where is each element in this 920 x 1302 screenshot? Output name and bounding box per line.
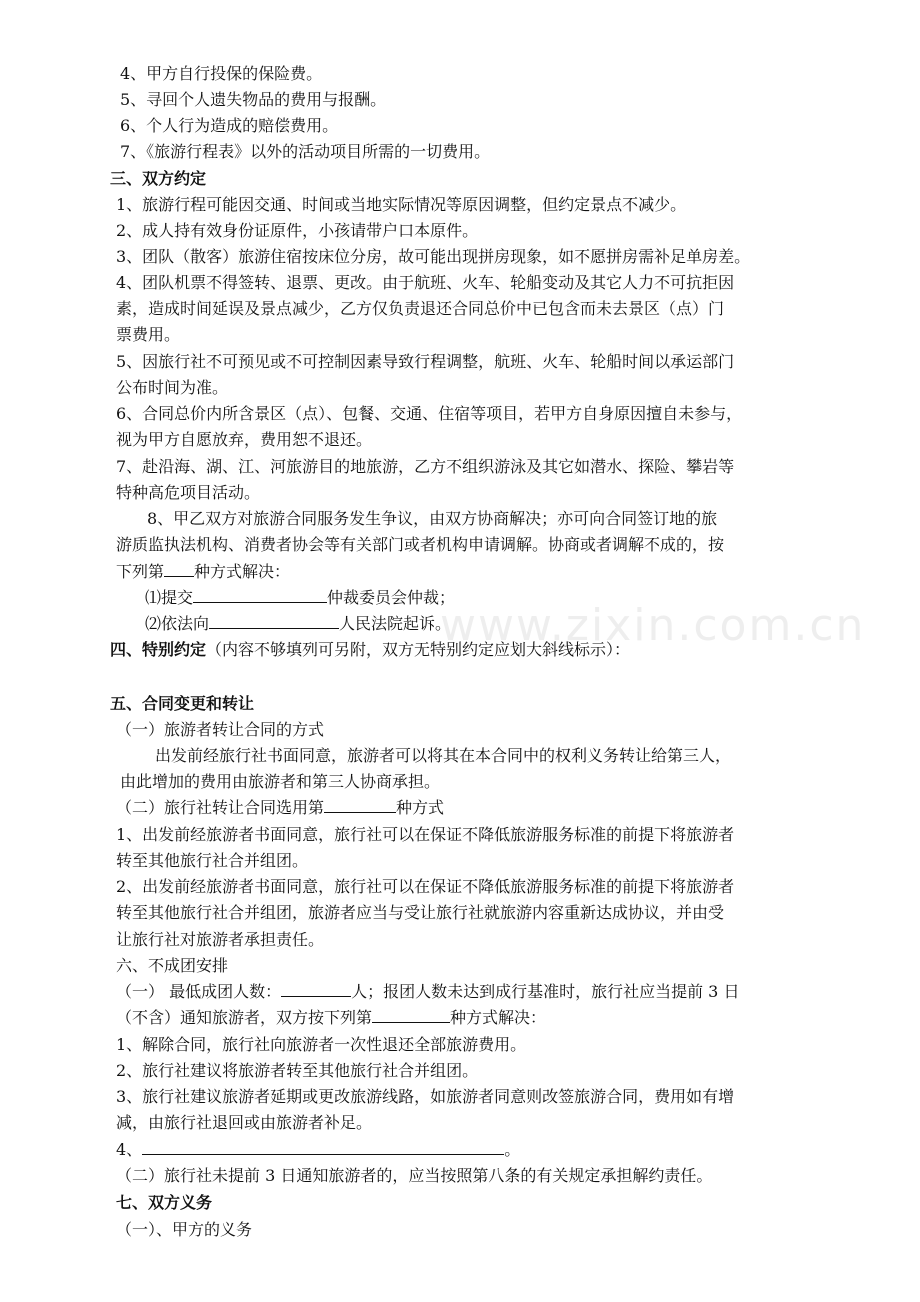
text-line: 公布时间为准。: [116, 378, 229, 397]
text-line: 素，造成时间延误及景点减少，乙方仅负责退还合同总价中已包含而未去景区（点）门: [116, 299, 725, 318]
text-segment: （二）旅行社转让合同选用第: [116, 798, 325, 817]
blank-line: [281, 980, 351, 997]
text-line: 1、出发前经旅游者书面同意，旅行社可以在保证不降低旅游服务标准的前提下将旅游者: [116, 825, 735, 844]
text-line: 2、旅行社建议将旅游者转至其他旅行社合并组团。: [116, 1061, 479, 1080]
text-segment: 种方式: [396, 798, 445, 817]
text-segment: 种方式解决：: [194, 562, 291, 581]
text-line: （二）旅行社未提前 3 日通知旅游者的，应当按照第八条的有关规定承担解约责任。: [116, 1166, 713, 1185]
text-line: 转至其他旅行社合并组团。: [116, 851, 309, 870]
text-line: 5、因旅行社不可预见或不可控制因素导致行程调整，航班、火车、轮船时间以承运部门: [116, 352, 735, 371]
text-segment: ⑴提交: [145, 588, 194, 607]
text-line: 1、解除合同，旅行社向旅游者一次性退还全部旅游费用。: [116, 1035, 527, 1054]
text-line: 让旅行社对旅游者承担责任。: [116, 930, 325, 949]
text-line: 由此增加的费用由旅游者和第三人协商承担。: [120, 772, 441, 791]
text-segment: 种方式解决：: [450, 1008, 547, 1027]
blank-line: [164, 560, 194, 577]
blank-line: [324, 796, 396, 813]
text-line: 8、甲乙双方对旅游合同服务发生争议，由双方协商解决；亦可向合同签订地的旅: [147, 509, 718, 528]
text-segment: 下列第: [116, 562, 165, 581]
text-line: 游质监执法机构、消费者协会等有关部门或者机构申请调解。协商或者调解不成的，按: [116, 535, 725, 554]
text-line: [145, 612, 451, 636]
text-line: 7、赴沿海、湖、江、河旅游目的地旅游，乙方不组织游泳及其它如潜水、探险、攀岩等: [116, 457, 735, 476]
text-segment: ⑵依法向: [145, 614, 210, 633]
blank-line: [209, 612, 339, 629]
section-heading: 三、双方约定: [110, 169, 207, 188]
text-line: [116, 980, 739, 1004]
text-line: [110, 638, 630, 662]
section-heading: 七、双方义务: [116, 1193, 213, 1212]
text-line: [116, 1138, 520, 1162]
text-line: [116, 1006, 546, 1030]
blank-line: [142, 1138, 504, 1155]
text-line: 7、《旅游行程表》以外的活动项目所需的一切费用。: [120, 142, 491, 161]
text-line: [116, 560, 290, 584]
text-line: 5、寻回个人遗失物品的费用与报酬。: [120, 90, 387, 109]
text-line: [145, 586, 455, 610]
text-line: 减，由旅行社退回或由旅游者补足。: [116, 1113, 373, 1132]
watermark: www.zixin.com.cn: [440, 600, 866, 651]
text-segment: 人；报团人数未达到成行基准时，旅行社应当提前 3 日: [351, 982, 740, 1001]
text-segment: 人民法院起诉。: [339, 614, 452, 633]
text-line: 票费用。: [116, 325, 181, 344]
text-line: 4、甲方自行投保的保险费。: [120, 64, 323, 83]
text-line: 视为甲方自愿放弃，费用恕不退还。: [116, 430, 373, 449]
text-line: 出发前经旅行社书面同意，旅游者可以将其在本合同中的权利义务转让给第三人，: [155, 746, 732, 765]
section-heading: 四、特别约定: [110, 640, 207, 659]
text-line: 3、旅行社建议旅游者延期或更改旅游线路，如旅游者同意则改签旅游合同，费用如有增: [116, 1087, 735, 1106]
text-line: 6、合同总价内所含景区（点）、包餐、交通、住宿等项目，若甲方自身原因擅自未参与，: [116, 404, 743, 423]
text-segment: 。: [504, 1140, 521, 1159]
text-segment: 仲裁委员会仲裁；: [327, 588, 456, 607]
blank-line: [372, 1006, 450, 1023]
section-heading: 五、合同变更和转让: [110, 694, 255, 713]
text-line: （一）旅游者转让合同的方式: [116, 720, 325, 739]
text-line: 6、个人行为造成的赔偿费用。: [120, 116, 339, 135]
text-line: 转至其他旅行社合并组团，旅游者应当与受让旅行社就旅游内容重新达成协议，并由受: [116, 903, 725, 922]
text-line: 4、团队机票不得签转、退票、更改。由于航班、火车、轮船变动及其它人力不可抗拒因: [116, 273, 735, 292]
text-segment: （不含）通知旅游者，双方按下列第: [116, 1008, 373, 1027]
text-line: 2、出发前经旅游者书面同意，旅行社可以在保证不降低旅游服务标准的前提下将旅游者: [116, 877, 735, 896]
text-segment: 4、: [116, 1140, 143, 1159]
section-heading: 六、不成团安排: [116, 956, 229, 975]
text-segment: （内容不够填列可另附，双方无特别约定应划大斜线标示）：: [206, 640, 631, 659]
text-line: 3、团队（散客）旅游住宿按床位分房，故可能出现拼房现象，如不愿拼房需补足单房差。: [116, 247, 751, 266]
text-line: [116, 796, 444, 820]
text-line: 特种高危项目活动。: [116, 483, 261, 502]
text-line: （一）、甲方的义务: [116, 1220, 253, 1239]
blank-line: [193, 586, 327, 603]
text-line: 1、旅游行程可能因交通、时间或当地实际情况等原因调整，但约定景点不减少。: [116, 195, 687, 214]
text-segment: （一） 最低成团人数：: [116, 982, 282, 1001]
text-line: 2、成人持有效身份证原件，小孩请带户口本原件。: [116, 221, 479, 240]
